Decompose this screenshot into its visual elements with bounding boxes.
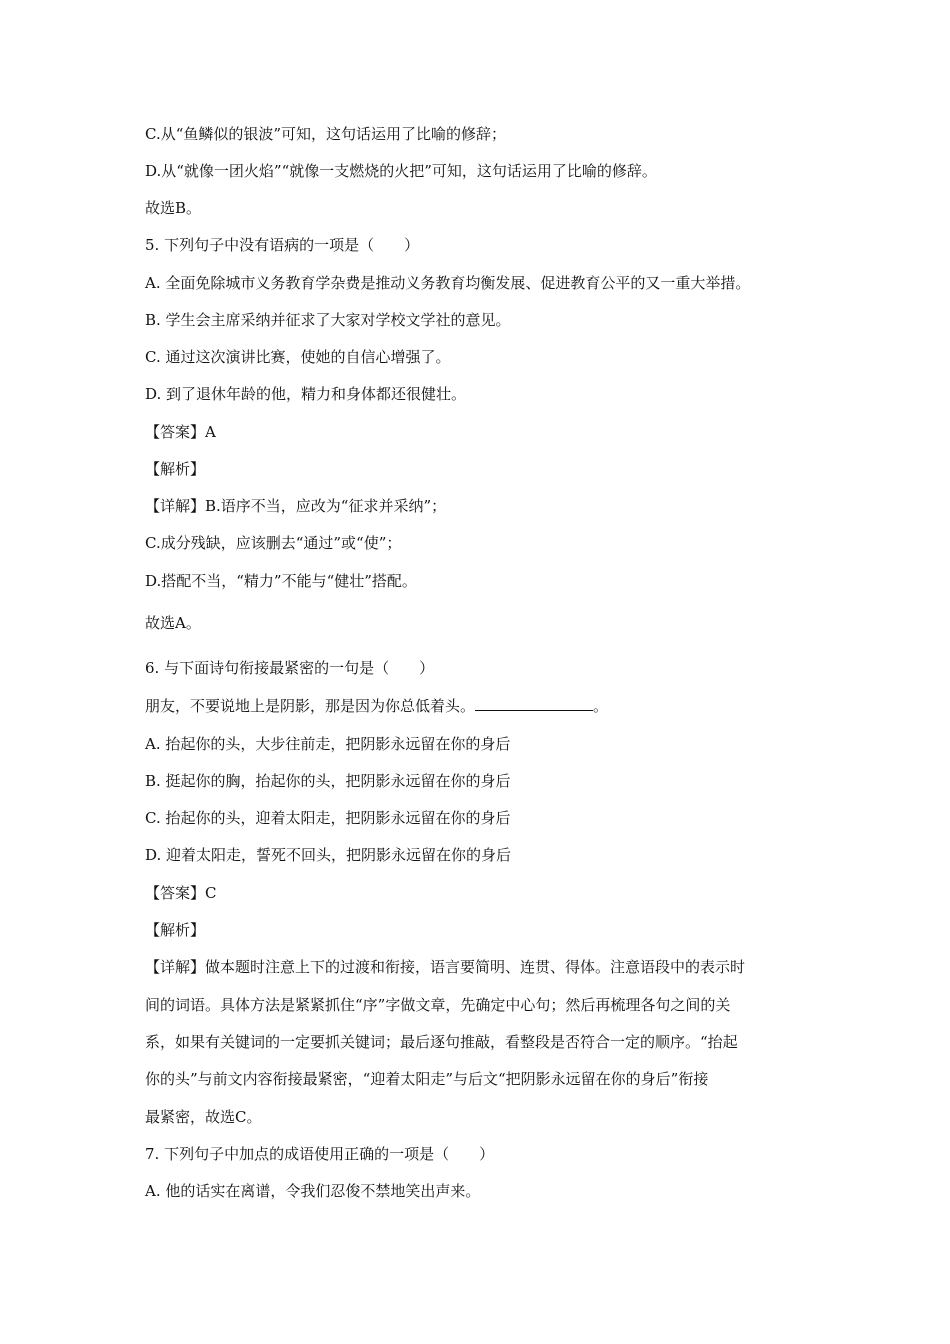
detail-text: 【详解】做本题时注意上下的过渡和衔接，语言要简明、连贯、得体。注意语段中的表示时: [145, 958, 746, 976]
detail-text: 【详解】B.语序不当，应改为“征求并采纳”；: [145, 497, 447, 515]
option-b: B. 挺起你的胸，抬起你的头，把阴影永远留在你的身后: [145, 772, 511, 790]
answer-label: 【答案】A: [145, 423, 216, 441]
poem-text: 朋友，不要说地上是阴影，那是因为你总低着头。: [145, 697, 476, 715]
option-d: D. 到了退休年龄的他，精力和身体都还很健壮。: [145, 385, 467, 403]
detail-text: 最紧密，故选C。: [145, 1108, 262, 1126]
question-6: 6. 与下面诗句衔接最紧密的一句是（ ）: [145, 659, 435, 677]
option-a: A. 他的话实在离谱，令我们忍俊不禁地笑出声来。: [145, 1182, 481, 1200]
question-5: 5. 下列句子中没有语病的一项是（ ）: [145, 236, 420, 254]
option-d: D. 迎着太阳走，誓死不回头，把阴影永远留在你的身后: [145, 846, 512, 864]
detail-text: 间的词语。具体方法是紧紧抓住“序”字做文章，先确定中心句；然后再梳理各句之间的关: [145, 996, 731, 1014]
poem-line: [145, 696, 608, 716]
question-7: 7. 下列句子中加点的成语使用正确的一项是（ ）: [145, 1145, 495, 1163]
analysis-label: 【解析】: [145, 921, 206, 939]
option-b: B. 学生会主席采纳并征求了大家对学校文学社的意见。: [145, 311, 511, 329]
answer-label: 【答案】C: [145, 884, 217, 902]
option-a: A. 抬起你的头，大步往前走，把阴影永远留在你的身后: [145, 735, 511, 753]
text-line: 故选B。: [145, 199, 202, 217]
text-line: C.从“鱼鳞似的银波”可知，这句话运用了比喻的修辞；: [145, 125, 507, 143]
option-c: C. 通过这次演讲比赛，使她的自信心增强了。: [145, 348, 451, 366]
answer-blank: [475, 696, 593, 711]
text-line: D.搭配不当，“精力”不能与“健壮”搭配。: [145, 572, 417, 590]
option-a: A. 全面免除城市义务教育学杂费是推动义务教育均衡发展、促进教育公平的又一重大举措。: [145, 274, 751, 292]
poem-end: 。: [593, 697, 609, 715]
option-c: C. 抬起你的头，迎着太阳走，把阴影永远留在你的身后: [145, 809, 511, 827]
detail-text: 你的头”与前文内容衔接最紧密，“迎着太阳走”与后文“把阴影永远留在你的身后”衔接: [145, 1070, 709, 1088]
detail-text: 系，如果有关键词的一定要抓关键词；最后逐句推敲，看整段是否符合一定的顺序。“抬起: [145, 1033, 738, 1051]
analysis-label: 【解析】: [145, 460, 206, 478]
text-line: C.成分残缺，应该删去“通过”或“使”；: [145, 534, 402, 552]
text-line: 故选A。: [145, 614, 201, 632]
text-line: D.从“就像一团火焰”“就像一支燃烧的火把”可知，这句话运用了比喻的修辞。: [145, 162, 657, 180]
